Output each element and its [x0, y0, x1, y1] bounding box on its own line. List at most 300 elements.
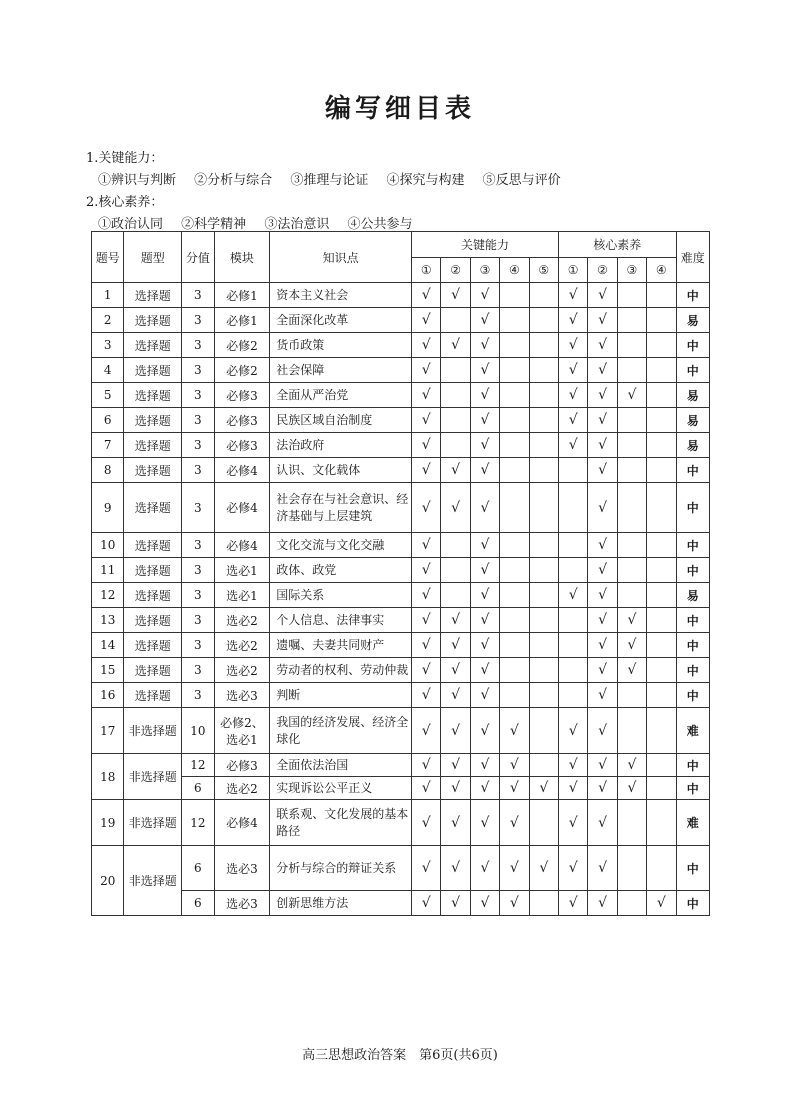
module: 必修3 — [214, 754, 270, 777]
topic: 遗嘱、夫妻共同财产 — [270, 633, 412, 658]
topic: 法治政府 — [270, 433, 412, 458]
ability-check: √ — [470, 891, 499, 916]
question-type: 选择题 — [124, 383, 182, 408]
ability-check — [500, 583, 529, 608]
difficulty: 中 — [676, 283, 710, 308]
literacy-check — [558, 558, 587, 583]
topic: 社会存在与社会意识、经济基础与上层建筑 — [270, 483, 412, 533]
ability-check — [529, 333, 558, 358]
table-row — [92, 333, 710, 358]
difficulty: 难 — [676, 800, 710, 846]
ability-legend-heading: 1.关键能力： — [86, 151, 164, 166]
question-number: 9 — [92, 483, 124, 533]
ability-check: √ — [412, 891, 441, 916]
literacy-check: √ — [588, 308, 617, 333]
topic: 分析与综合的辩证关系 — [270, 846, 412, 891]
ability-check: √ — [500, 800, 529, 846]
literacy-check — [558, 633, 587, 658]
topic: 个人信息、法律事实 — [270, 608, 412, 633]
ability-check — [529, 683, 558, 708]
ability-check: √ — [470, 583, 499, 608]
literacy-check: √ — [588, 633, 617, 658]
ability-legend-item: ②分析与综合 — [194, 173, 273, 188]
ability-legend-item: ③推理与论证 — [290, 173, 369, 188]
ability-check — [500, 408, 529, 433]
topic: 政体、政党 — [270, 558, 412, 583]
ability-check — [529, 283, 558, 308]
score: 3 — [182, 458, 214, 483]
ability-check: √ — [500, 891, 529, 916]
header-difficulty: 难度 — [676, 232, 710, 283]
question-number: 18 — [92, 754, 124, 800]
literacy-check — [558, 608, 587, 633]
module: 必修3 — [214, 408, 270, 433]
literacy-check: √ — [588, 708, 617, 754]
ability-check: √ — [441, 458, 470, 483]
module: 选必2 — [214, 658, 270, 683]
literacy-check — [647, 583, 676, 608]
ability-check: √ — [441, 777, 470, 800]
question-number: 20 — [92, 846, 124, 916]
literacy-check: √ — [588, 683, 617, 708]
literacy-check — [617, 583, 646, 608]
difficulty: 中 — [676, 358, 710, 383]
literacy-check: √ — [558, 433, 587, 458]
question-type: 选择题 — [124, 333, 182, 358]
difficulty: 中 — [676, 633, 710, 658]
literacy-check — [617, 483, 646, 533]
literacy-check: √ — [617, 777, 646, 800]
question-number: 13 — [92, 608, 124, 633]
topic: 货币政策 — [270, 333, 412, 358]
header-num: 题号 — [92, 232, 124, 283]
ability-legend-items — [86, 170, 575, 192]
ability-check — [529, 483, 558, 533]
question-number: 17 — [92, 708, 124, 754]
ability-check — [529, 533, 558, 558]
difficulty: 易 — [676, 583, 710, 608]
question-type: 非选择题 — [124, 846, 182, 916]
literacy-check — [617, 846, 646, 891]
table-row — [92, 408, 710, 433]
literacy-check — [647, 708, 676, 754]
topic: 全面依法治国 — [270, 754, 412, 777]
specification-table — [91, 231, 710, 916]
difficulty: 中 — [676, 483, 710, 533]
module: 必修4 — [214, 458, 270, 483]
literacy-check: √ — [588, 408, 617, 433]
ability-check: √ — [500, 754, 529, 777]
ability-check: √ — [412, 333, 441, 358]
question-number: 6 — [92, 408, 124, 433]
ability-check — [500, 358, 529, 383]
question-number: 19 — [92, 800, 124, 846]
module: 必修1 — [214, 308, 270, 333]
ability-check — [500, 633, 529, 658]
ability-check — [441, 408, 470, 433]
table-row — [92, 683, 710, 708]
literacy-check — [647, 483, 676, 533]
literacy-check — [647, 633, 676, 658]
ability-check: √ — [441, 683, 470, 708]
literacy-legend-item: ④公共参与 — [347, 217, 413, 232]
table-row — [92, 358, 710, 383]
ability-check: √ — [441, 333, 470, 358]
ability-check: √ — [470, 308, 499, 333]
question-type: 选择题 — [124, 683, 182, 708]
ability-check — [441, 383, 470, 408]
table-row — [92, 800, 710, 846]
literacy-check: √ — [588, 458, 617, 483]
table-row — [92, 777, 710, 800]
score: 6 — [182, 891, 214, 916]
topic: 实现诉讼公平正义 — [270, 777, 412, 800]
table-row — [92, 633, 710, 658]
literacy-check: √ — [558, 383, 587, 408]
difficulty: 中 — [676, 777, 710, 800]
question-type: 选择题 — [124, 358, 182, 383]
table-row — [92, 283, 710, 308]
question-type: 选择题 — [124, 608, 182, 633]
score: 3 — [182, 408, 214, 433]
ability-check: √ — [412, 358, 441, 383]
ability-check — [500, 608, 529, 633]
ability-check — [529, 800, 558, 846]
literacy-check — [558, 683, 587, 708]
literacy-check: √ — [588, 846, 617, 891]
difficulty: 中 — [676, 846, 710, 891]
literacy-check — [558, 658, 587, 683]
ability-check: √ — [412, 283, 441, 308]
ability-check: √ — [470, 283, 499, 308]
literacy-check: √ — [588, 608, 617, 633]
literacy-check: √ — [617, 633, 646, 658]
ability-check: √ — [441, 633, 470, 658]
difficulty: 易 — [676, 433, 710, 458]
table-row — [92, 533, 710, 558]
module: 必修3 — [214, 433, 270, 458]
ability-check — [500, 658, 529, 683]
score: 12 — [182, 800, 214, 846]
question-number: 16 — [92, 683, 124, 708]
literacy-check: √ — [558, 358, 587, 383]
header-module: 模块 — [214, 232, 270, 283]
topic: 我国的经济发展、经济全球化 — [270, 708, 412, 754]
score: 3 — [182, 533, 214, 558]
literacy-check — [617, 708, 646, 754]
question-number: 2 — [92, 308, 124, 333]
literacy-check: √ — [588, 777, 617, 800]
difficulty: 中 — [676, 754, 710, 777]
literacy-check: √ — [558, 408, 587, 433]
literacy-check: √ — [588, 533, 617, 558]
ability-check: √ — [441, 754, 470, 777]
ability-check — [529, 458, 558, 483]
score: 3 — [182, 283, 214, 308]
ability-check — [529, 754, 558, 777]
ability-col-header: ① — [412, 258, 441, 283]
literacy-check: √ — [588, 483, 617, 533]
ability-check: √ — [470, 433, 499, 458]
ability-check: √ — [441, 608, 470, 633]
literacy-check — [647, 846, 676, 891]
literacy-check — [647, 408, 676, 433]
ability-check: √ — [470, 777, 499, 800]
table-row — [92, 846, 710, 891]
difficulty: 中 — [676, 558, 710, 583]
literacy-check — [647, 777, 676, 800]
question-number: 4 — [92, 358, 124, 383]
ability-check — [500, 483, 529, 533]
table-row — [92, 891, 710, 916]
ability-check: √ — [412, 800, 441, 846]
table-row — [92, 458, 710, 483]
literacy-check: √ — [617, 658, 646, 683]
question-type: 选择题 — [124, 458, 182, 483]
literacy-check: √ — [558, 283, 587, 308]
ability-check: √ — [441, 846, 470, 891]
literacy-check: √ — [588, 283, 617, 308]
module: 选必2 — [214, 608, 270, 633]
ability-check — [500, 383, 529, 408]
literacy-check — [617, 891, 646, 916]
ability-check: √ — [500, 846, 529, 891]
header-literacy: 核心素养 — [558, 232, 676, 258]
literacy-check: √ — [617, 383, 646, 408]
literacy-check — [647, 800, 676, 846]
ability-col-header: ④ — [500, 258, 529, 283]
score: 3 — [182, 583, 214, 608]
literacy-check — [647, 383, 676, 408]
literacy-legend-heading: 2.核心素养： — [86, 195, 164, 210]
ability-check: √ — [412, 777, 441, 800]
literacy-check — [647, 358, 676, 383]
module: 选必3 — [214, 683, 270, 708]
literacy-check: √ — [558, 846, 587, 891]
ability-check: √ — [441, 891, 470, 916]
question-type: 选择题 — [124, 558, 182, 583]
literacy-check — [617, 683, 646, 708]
literacy-check: √ — [558, 777, 587, 800]
question-type: 选择题 — [124, 483, 182, 533]
score: 3 — [182, 683, 214, 708]
ability-check — [500, 333, 529, 358]
ability-check — [441, 558, 470, 583]
literacy-check — [647, 433, 676, 458]
question-type: 非选择题 — [124, 754, 182, 800]
difficulty: 易 — [676, 383, 710, 408]
ability-check: √ — [470, 558, 499, 583]
topic: 全面从严治党 — [270, 383, 412, 408]
ability-check: √ — [529, 846, 558, 891]
ability-check: √ — [441, 283, 470, 308]
ability-check: √ — [412, 583, 441, 608]
topic: 判断 — [270, 683, 412, 708]
ability-check — [529, 608, 558, 633]
score: 6 — [182, 777, 214, 800]
difficulty: 易 — [676, 408, 710, 433]
score: 3 — [182, 558, 214, 583]
question-number: 10 — [92, 533, 124, 558]
topic: 联系观、文化发展的基本路径 — [270, 800, 412, 846]
question-type: 选择题 — [124, 408, 182, 433]
module: 选必2 — [214, 633, 270, 658]
table-row — [92, 708, 710, 754]
module: 选必3 — [214, 846, 270, 891]
table-row — [92, 754, 710, 777]
legend — [86, 148, 575, 236]
ability-check — [500, 533, 529, 558]
literacy-check: √ — [617, 754, 646, 777]
ability-check — [529, 433, 558, 458]
ability-col-header: ③ — [470, 258, 499, 283]
table-row — [92, 608, 710, 633]
question-type: 选择题 — [124, 583, 182, 608]
score: 3 — [182, 633, 214, 658]
literacy-check — [617, 533, 646, 558]
literacy-check — [617, 800, 646, 846]
literacy-check: √ — [588, 658, 617, 683]
module: 必修1 — [214, 283, 270, 308]
literacy-check: √ — [647, 891, 676, 916]
score: 12 — [182, 754, 214, 777]
literacy-check: √ — [588, 891, 617, 916]
ability-check: √ — [470, 458, 499, 483]
header-score: 分值 — [182, 232, 214, 283]
ability-check — [500, 433, 529, 458]
topic: 认识、文化载体 — [270, 458, 412, 483]
ability-check — [529, 558, 558, 583]
literacy-col-header: ② — [588, 258, 617, 283]
ability-check: √ — [470, 800, 499, 846]
literacy-check — [647, 658, 676, 683]
ability-check: √ — [412, 408, 441, 433]
ability-check: √ — [470, 708, 499, 754]
table-row — [92, 308, 710, 333]
ability-check: √ — [500, 777, 529, 800]
page-footer: 高三思想政治答案 第6页(共6页) — [302, 1048, 498, 1063]
ability-check: √ — [470, 683, 499, 708]
literacy-legend-item: ①政治认同 — [98, 217, 164, 232]
ability-check — [529, 383, 558, 408]
ability-check — [441, 358, 470, 383]
literacy-check: √ — [617, 608, 646, 633]
literacy-check — [647, 608, 676, 633]
ability-check: √ — [470, 633, 499, 658]
ability-check — [500, 283, 529, 308]
question-number: 8 — [92, 458, 124, 483]
literacy-check: √ — [588, 383, 617, 408]
ability-check: √ — [441, 658, 470, 683]
difficulty: 中 — [676, 891, 710, 916]
ability-check — [529, 358, 558, 383]
literacy-check: √ — [588, 358, 617, 383]
module: 必修2 — [214, 358, 270, 383]
score: 3 — [182, 383, 214, 408]
literacy-check: √ — [558, 754, 587, 777]
ability-check: √ — [441, 800, 470, 846]
literacy-check: √ — [558, 891, 587, 916]
topic: 资本主义社会 — [270, 283, 412, 308]
ability-check — [500, 558, 529, 583]
score: 3 — [182, 433, 214, 458]
literacy-check: √ — [558, 800, 587, 846]
literacy-check — [558, 458, 587, 483]
topic: 劳动者的权利、劳动仲裁 — [270, 658, 412, 683]
table-row — [92, 383, 710, 408]
header-topic: 知识点 — [270, 232, 412, 283]
module: 选必1 — [214, 583, 270, 608]
ability-check: √ — [470, 608, 499, 633]
module: 选必2 — [214, 777, 270, 800]
table-row — [92, 433, 710, 458]
ability-check — [500, 683, 529, 708]
header-type: 题型 — [124, 232, 182, 283]
module: 必修4 — [214, 800, 270, 846]
literacy-legend-item: ③法治意识 — [264, 217, 330, 232]
literacy-check: √ — [558, 708, 587, 754]
page-title: 编写细目表 — [324, 94, 475, 124]
question-number: 3 — [92, 333, 124, 358]
ability-check: √ — [441, 708, 470, 754]
literacy-col-header: ③ — [617, 258, 646, 283]
ability-legend-item: ①辨识与判断 — [98, 173, 177, 188]
literacy-check — [647, 283, 676, 308]
difficulty: 难 — [676, 708, 710, 754]
literacy-check — [647, 754, 676, 777]
ability-check — [529, 658, 558, 683]
literacy-check — [617, 433, 646, 458]
ability-check — [529, 583, 558, 608]
literacy-check — [558, 483, 587, 533]
ability-check: √ — [412, 846, 441, 891]
ability-check — [529, 891, 558, 916]
literacy-check — [558, 533, 587, 558]
ability-legend-item: ④探究与构建 — [386, 173, 465, 188]
question-type: 选择题 — [124, 433, 182, 458]
ability-check: √ — [412, 308, 441, 333]
question-type: 选择题 — [124, 658, 182, 683]
difficulty: 中 — [676, 608, 710, 633]
ability-check: √ — [412, 433, 441, 458]
score: 6 — [182, 846, 214, 891]
literacy-check — [647, 533, 676, 558]
difficulty: 中 — [676, 458, 710, 483]
ability-check: √ — [441, 483, 470, 533]
literacy-check — [617, 308, 646, 333]
ability-check: √ — [412, 533, 441, 558]
question-number: 7 — [92, 433, 124, 458]
literacy-check — [647, 458, 676, 483]
literacy-check: √ — [558, 308, 587, 333]
ability-check: √ — [500, 708, 529, 754]
table-body — [92, 283, 710, 916]
topic: 全面深化改革 — [270, 308, 412, 333]
literacy-check: √ — [588, 333, 617, 358]
ability-check: √ — [470, 333, 499, 358]
score: 10 — [182, 708, 214, 754]
module: 必修4 — [214, 533, 270, 558]
ability-col-header: ② — [441, 258, 470, 283]
ability-check — [529, 308, 558, 333]
question-type: 选择题 — [124, 308, 182, 333]
ability-check: √ — [470, 483, 499, 533]
ability-check: √ — [529, 777, 558, 800]
literacy-check: √ — [588, 558, 617, 583]
topic: 文化交流与文化交融 — [270, 533, 412, 558]
ability-check: √ — [470, 358, 499, 383]
ability-check: √ — [412, 633, 441, 658]
